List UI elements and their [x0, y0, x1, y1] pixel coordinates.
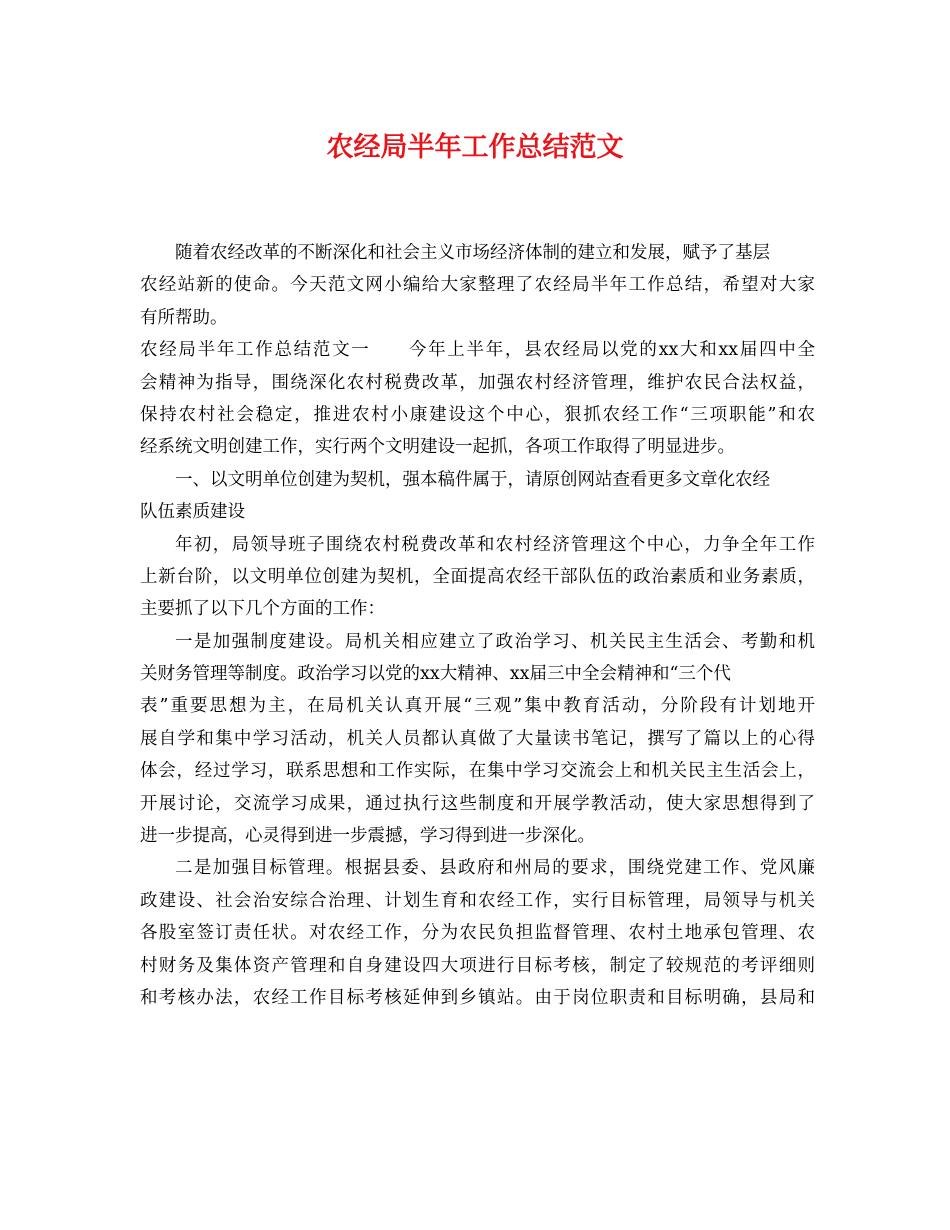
- text-line: 体会，经过学习，联系思想和工作实际，在集中学习交流会上和机关民主生活会上，: [140, 761, 815, 782]
- text-line: 保持农村社会稳定，推进农村小康建设这个中心，狠抓农经工作“三项职能”和农: [140, 404, 815, 425]
- document-title: 农经局半年工作总结范文: [326, 132, 624, 163]
- text-line: 村财务及集体资产管理和自身建设四大项进行目标考核，制定了较规范的考评细则: [140, 955, 815, 976]
- text-line: 各股室签订责任状。对农经工作，分为农民负担监督管理、农村土地承包管理、农: [140, 923, 815, 944]
- text-line: 关财务管理等制度。政治学习以党的xx大精神、xx届三中全会精神和“三个代: [140, 664, 731, 685]
- document-body: [140, 237, 815, 1014]
- text-line: 随着农经改革的不断深化和社会主义市场经济体制的建立和发展，赋予了基层: [175, 243, 770, 263]
- text-line: 会精神为指导，围绕深化农村税费改革，加强农村经济管理，维护农民合法权益，: [140, 372, 815, 393]
- text-line: 主要抓了以下几个方面的工作：: [140, 599, 385, 620]
- text-line: 展自学和集中学习活动，机关人员都认真做了大量读书笔记，撰写了篇以上的心得: [140, 728, 815, 749]
- text-line: 农经站新的使命。今天范文网小编给大家整理了农经局半年工作总结，希望对大家: [140, 275, 815, 296]
- text-line: 有所帮助。: [140, 307, 228, 328]
- text-line: 和考核办法，农经工作目标考核延伸到乡镇站。由于岗位职责和目标明确，县局和: [140, 987, 815, 1008]
- text-line: 上新台阶，以文明单位创建为契机，全面提高农经干部队伍的政治素质和业务素质，: [140, 566, 815, 587]
- text-line: 开展讨论，交流学习成果，通过执行这些制度和开展学教活动，使大家思想得到了: [140, 793, 815, 814]
- text-line: 经系统文明创建工作，实行两个文明建设一起抓，各项工作取得了明显进步。: [140, 437, 735, 458]
- text-line: 队伍素质建设: [140, 502, 245, 523]
- text-line: 进一步提高，心灵得到进一步震撼，学习得到进一步深化。: [140, 826, 595, 847]
- text-line: 农经局半年工作总结范文一 今年上半年，县农经局以党的xx大和xx届四中全: [140, 340, 815, 361]
- text-line: 年初，局领导班子围绕农村税费改革和农村经济管理这个中心，力争全年工作: [175, 534, 815, 555]
- text-line: 一、以文明单位创建为契机，强本稿件属于，请原创网站查看更多文章化农经: [175, 469, 770, 490]
- text-line: 二是加强目标管理。根据县委、县政府和州局的要求，围绕党建工作、党风廉: [175, 858, 815, 879]
- text-line: 表”重要思想为主，在局机关认真开展“三观”集中教育活动，分阶段有计划地开: [140, 696, 815, 717]
- text-line: 一是加强制度建设。局机关相应建立了政治学习、机关民主生活会、考勤和机: [175, 631, 815, 652]
- text-line: 政建设、社会治安综合治理、计划生育和农经工作，实行目标管理，局领导与机关: [140, 890, 815, 911]
